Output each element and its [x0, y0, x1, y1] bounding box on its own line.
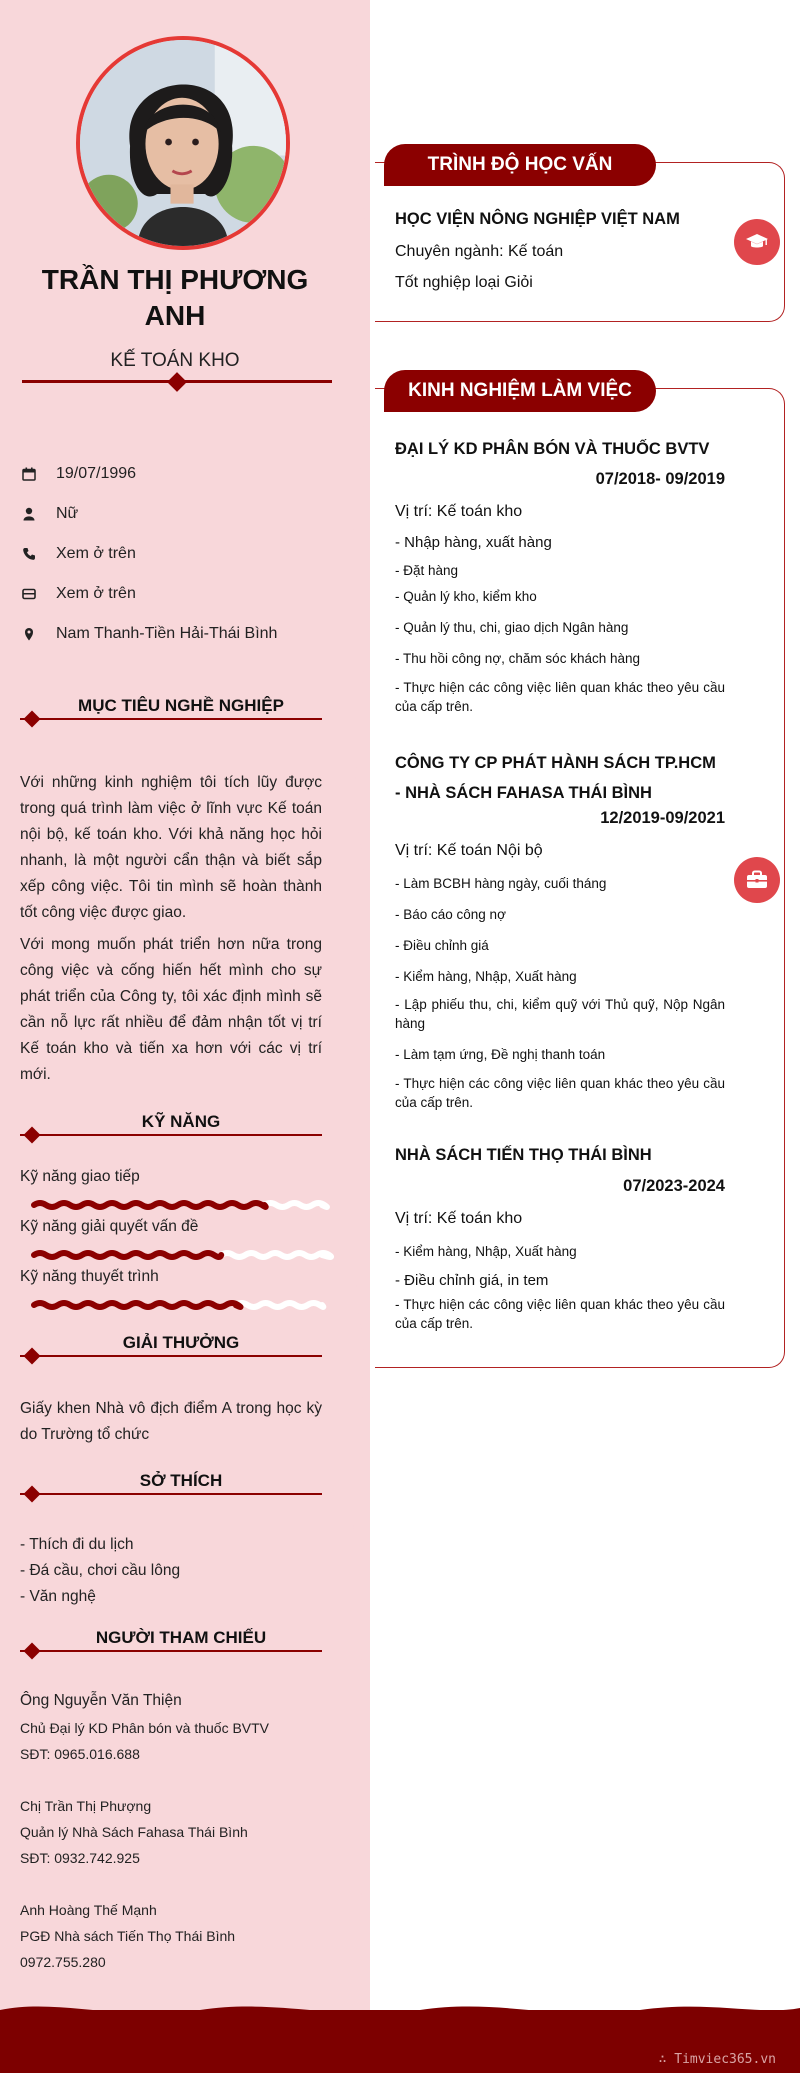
- experience-title: KINH NGHIỆM LÀM VIỆC: [384, 370, 656, 412]
- skill-bar: [34, 1248, 322, 1262]
- contact-birthday: [20, 462, 330, 486]
- job-company: CÔNG TY CP PHÁT HÀNH SÁCH TP.HCM - NHÀ SÁCH FAHASA THÁI BÌNH: [395, 754, 716, 802]
- skill-name: Kỹ năng giao tiếp: [20, 1168, 140, 1185]
- hobby-item: - Thích đi du lịch: [20, 1536, 134, 1553]
- reference-name: Chị Trần Thị Phượng: [20, 1798, 152, 1814]
- reference-role: Chủ Đại lý KD Phân bón và thuốc BVTV: [20, 1720, 270, 1736]
- skill-name: Kỹ năng giải quyết vấn đề: [20, 1218, 199, 1235]
- contact-gender: [20, 502, 330, 526]
- awards-text: Giấy khen Nhà vô địch điểm A trong học kỳ do Trường tổ chức: [20, 1400, 322, 1443]
- job-task: - Quản lý thu, chi, giao dịch Ngân hàng: [395, 620, 629, 635]
- job-task: - Kiểm hàng, Nhập, Xuất hàng: [395, 1244, 577, 1259]
- job-task: - Thu hồi công nợ, chăm sóc khách hàng: [395, 651, 640, 666]
- job-position: Vị trí: Kế toán kho: [395, 503, 523, 520]
- education-title: TRÌNH ĐỘ HỌC VẤN: [384, 144, 656, 186]
- skill-bar-fill: [34, 1303, 241, 1307]
- job-task: - Báo cáo công nợ: [395, 907, 506, 922]
- reference-role: Quản lý Nhà Sách Fahasa Thái Bình: [20, 1824, 248, 1840]
- skills-heading: [20, 1112, 322, 1142]
- objective-paragraph-1: Với những kinh nghiệm tôi tích lũy được trong quá trình làm việc ở lĩnh vực Kế toán nội bộ, kế toán kho. Với khả năng học hỏi nhanh, là một người cẩn thận và biết sắp xếp công việc. Tôi tin mình sẽ hoàn thành tốt công việc được giao.: [20, 774, 322, 921]
- contact-email: [20, 582, 330, 606]
- profile-photo: [76, 36, 290, 250]
- job-task: - Làm tạm ứng, Đề nghị thanh toán: [395, 1047, 606, 1062]
- hobby-item: - Văn nghệ: [20, 1588, 96, 1605]
- education-result: Tốt nghiệp loại Giỏi: [395, 274, 533, 291]
- job-task: - Kiểm hàng, Nhập, Xuất hàng: [395, 969, 577, 984]
- reference-role: PGĐ Nhà sách Tiến Thọ Thái Bình: [20, 1928, 236, 1944]
- location-icon: [20, 627, 38, 641]
- job-task: - Thực hiện các công việc liên quan khác theo yêu cầu của cấp trên.: [395, 680, 725, 714]
- briefcase-icon: [734, 857, 780, 903]
- objective-heading: [20, 696, 322, 726]
- education-major: Chuyên ngành: Kế toán: [395, 243, 564, 260]
- job-task: - Điều chỉnh giá: [395, 938, 489, 953]
- job-task: - Điều chỉnh giá, in tem: [395, 1272, 549, 1289]
- hobbies-heading: [20, 1471, 322, 1501]
- contact-value: Xem ở trên: [56, 545, 136, 562]
- user-icon: [20, 507, 38, 521]
- skill-bar-fill: [34, 1203, 266, 1207]
- section-title: SỞ THÍCH: [139, 1471, 223, 1490]
- contact-value: Xem ở trên: [56, 585, 136, 602]
- job-task: - Thực hiện các công việc liên quan khác theo yêu cầu của cấp trên.: [395, 1076, 725, 1110]
- job-task: - Làm BCBH hàng ngày, cuối tháng: [395, 876, 607, 891]
- job-position: Vị trí: Kế toán kho: [395, 1210, 523, 1227]
- contact-value: Nam Thanh-Tiền Hải-Thái Bình: [56, 625, 278, 642]
- contact-address: [20, 622, 330, 646]
- phone-icon: [20, 547, 38, 561]
- job-company: ĐẠI LÝ KD PHÂN BÓN VÀ THUỐC BVTV: [395, 440, 710, 458]
- skill-bar: [34, 1198, 322, 1212]
- job-task: - Quản lý kho, kiểm kho: [395, 589, 537, 604]
- skill-bar-track: [236, 1303, 324, 1307]
- section-title: KỸ NĂNG: [141, 1112, 221, 1131]
- job-task: - Lập phiếu thu, chi, kiểm quỹ với Thủ quỹ, Nộp Ngân hàng: [395, 997, 725, 1031]
- contact-value: Nữ: [56, 505, 79, 522]
- awards-heading: [20, 1333, 322, 1363]
- section-title: MỤC TIÊU NGHỀ NGHIỆP: [78, 696, 284, 715]
- education-school: HỌC VIỆN NÔNG NGHIỆP VIỆT NAM: [395, 210, 680, 228]
- watermark: ∴ Timviec365.vn: [658, 2052, 776, 2067]
- graduation-cap-icon: [734, 219, 780, 265]
- contact-value: 19/07/1996: [56, 465, 137, 482]
- job-period: 07/2018- 09/2019: [595, 470, 725, 488]
- section-title: GIẢI THƯỞNG: [122, 1333, 240, 1352]
- job-period: 12/2019-09/2021: [600, 809, 725, 827]
- reference-phone: 0972.755.280: [20, 1954, 106, 1970]
- reference-phone: SĐT: 0932.742.925: [20, 1850, 140, 1866]
- skill-name: Kỹ năng thuyết trình: [20, 1268, 159, 1285]
- reference-phone: SĐT: 0965.016.688: [20, 1746, 140, 1762]
- job-task: - Đặt hàng: [395, 563, 459, 578]
- education-box: [375, 162, 785, 322]
- calendar-icon: [20, 467, 38, 481]
- hobby-item: - Đá cầu, chơi cầu lông: [20, 1562, 181, 1579]
- job-task: - Nhập hàng, xuất hàng: [395, 534, 552, 551]
- skill-bar: [34, 1298, 322, 1312]
- email-icon: [20, 587, 38, 601]
- contact-phone: [20, 542, 330, 566]
- references-heading: [20, 1628, 322, 1658]
- objective-paragraph-2: Với mong muốn phát triển hơn nữa trong công việc và cống hiến hết mình cho sự phát triển của Công ty, tôi xác định mình sẽ cần nỗ lực rất nhiều để đảm nhận tốt vị trí Kế toán kho và tiến xa hơn với các vị trí mới.: [20, 936, 322, 1083]
- skill-bar-fill: [34, 1253, 221, 1257]
- section-title: NGƯỜI THAM CHIẾU: [95, 1628, 267, 1647]
- job-position: Vị trí: Kế toán Nội bộ: [395, 842, 543, 859]
- reference-name: Anh Hoàng Thế Mạnh: [20, 1902, 157, 1918]
- skill-bar-track: [264, 1203, 327, 1207]
- skill-bar-track: [221, 1253, 331, 1257]
- job-period: 07/2023-2024: [623, 1177, 725, 1195]
- job-title: KẾ TOÁN KHO: [110, 350, 240, 371]
- job-task: - Thực hiện các công việc liên quan khác theo yêu cầu của cấp trên.: [395, 1297, 725, 1331]
- candidate-name: TRẦN THỊ PHƯƠNG ANH: [41, 264, 309, 331]
- job-company: NHÀ SÁCH TIẾN THỌ THÁI BÌNH: [395, 1146, 652, 1164]
- reference-name: Ông Nguyễn Văn Thiện: [20, 1692, 182, 1709]
